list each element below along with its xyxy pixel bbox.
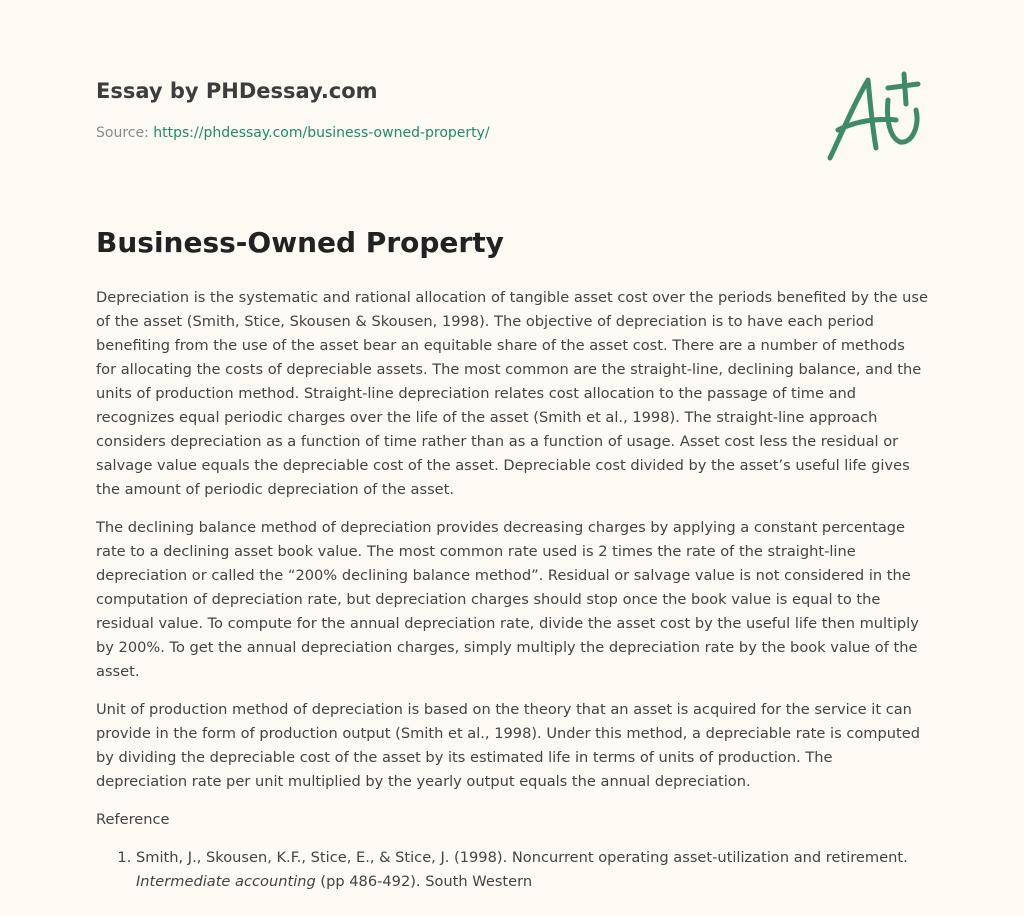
reference-book-title: Intermediate accounting: [136, 873, 316, 890]
paragraph-3: Unit of production method of depreciation is based on the theory that an asset is acquired for the service it can provide in the form of production output (Smith et al., 1998). Under this method, a depreciable rate is computed by dividing the depreciable cost of the asset by its estimated life in terms of units of production. The depreciation rate per unit multiplied by the yearly output equals the annual depreciation.: [96, 701, 920, 790]
reference-text: Smith, J., Skousen, K.F., Stice, E., & Stice, J. (1998). Noncurrent operating asset-utilization and retirement.: [136, 849, 908, 866]
reference-item: [136, 846, 928, 894]
source-label: Source:: [96, 125, 149, 141]
reference-pages: (pp 486-492). South Western: [315, 873, 533, 890]
source-link[interactable]: https://phdessay.com/business-owned-property/: [153, 125, 490, 141]
reference-list: [96, 846, 928, 894]
a-plus-logo-icon: [826, 70, 926, 162]
paragraph-2: The declining balance method of depreciation provides decreasing charges by applying a constant percentage rate to a declining asset book value. The most common rate used is 2 times the rate of the straight-line depreciation or called the “200% declining balance method”. Residual or salvage value is not considered in the computation of depreciation rate, but depreciation charges should stop once the book value is equal to the residual value. To compute for the annual depreciation rate, divide the asset cost by the useful life then multiply by 200%. To get the annual depreciation charges, simply multiply the depreciation rate by the book value of the asset.: [96, 519, 919, 680]
site-brand: Essay by PHDessay.com: [96, 79, 378, 103]
reference-heading: Reference: [96, 811, 170, 828]
source-line: [96, 125, 490, 141]
paragraph-1: Depreciation is the systematic and rational allocation of tangible asset cost over the periods benefited by the use of the asset (Smith, Stice, Skousen & Skousen, 1998). The objective of depreciation is to have each period benefiting from the use of the asset bear an equitable share of the asset cost. There are a number of methods for allocating the costs of depreciable assets. The most common are the straight-line, declining balance, and the units of production method. Straight-line depreciation relates cost allocation to the passage of time and recognizes equal periodic charges over the life of the asset (Smith et al., 1998). The straight-line approach considers depreciation as a function of time rather than as a function of usage. Asset cost less the residual or salvage value equals the depreciable cost of the asset. Depreciable cost divided by the asset’s useful life gives the amount of periodic depreciation of the asset.: [96, 289, 928, 498]
article-body: [96, 286, 928, 894]
page-title: Business-Owned Property: [96, 226, 504, 259]
